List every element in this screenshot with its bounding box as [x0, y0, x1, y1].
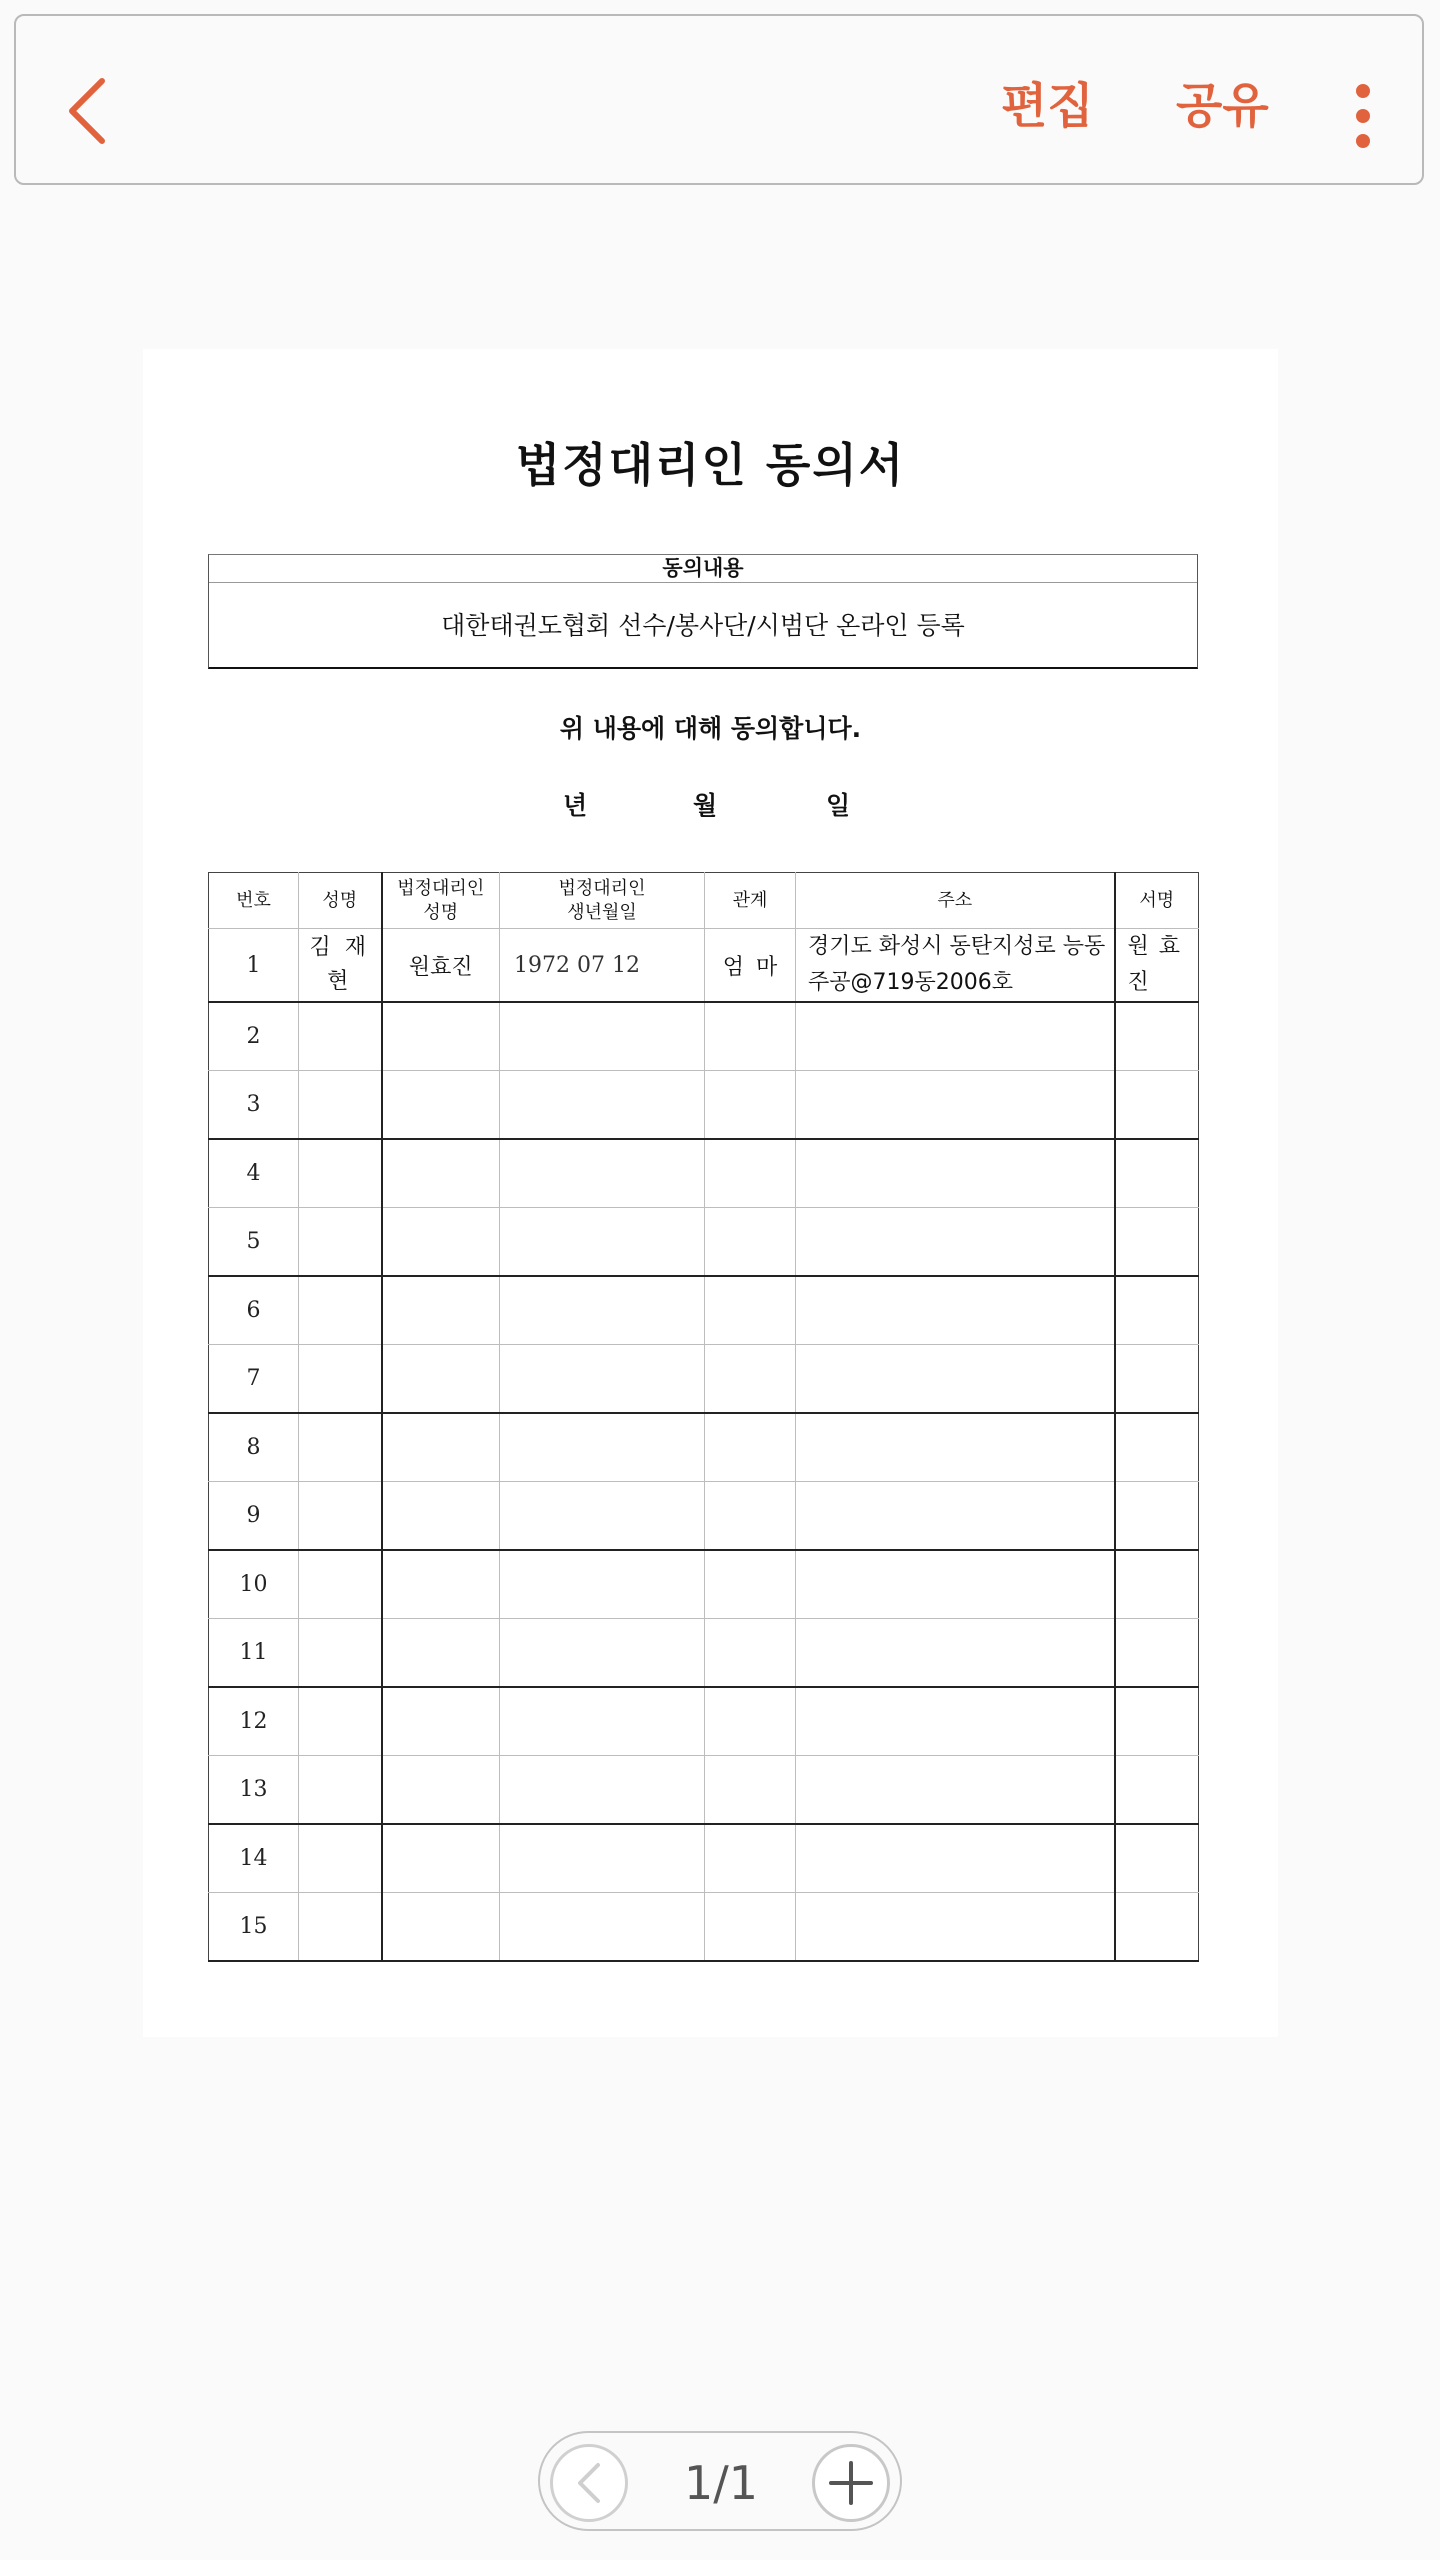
cell-no: 3: [209, 1071, 299, 1140]
cell-signature: [1115, 1550, 1199, 1619]
cell-rep-dob: [500, 1413, 705, 1482]
cell-no: 13: [209, 1756, 299, 1825]
cell-rep-name: [382, 1413, 500, 1482]
cell-signature: [1115, 1208, 1199, 1277]
cell-signature: [1115, 1139, 1199, 1208]
cell-rep-name: [382, 1002, 500, 1071]
cell-address: [796, 1482, 1115, 1551]
cell-no: 14: [209, 1824, 299, 1893]
header-rep-dob-line2: 생년월일: [567, 901, 637, 923]
consent-content-box: [208, 554, 1198, 669]
more-vertical-icon: [1353, 82, 1373, 150]
cell-address: [796, 1002, 1115, 1071]
cell-relation: [705, 1071, 796, 1140]
edit-button[interactable]: 편집: [1001, 78, 1094, 134]
cell-signature: [1115, 1482, 1199, 1551]
cell-rep-dob: [500, 1550, 705, 1619]
cell-name: [299, 1276, 382, 1345]
cell-signature: [1115, 1824, 1199, 1893]
cell-rep-dob: [500, 1002, 705, 1071]
cell-address: [796, 1276, 1115, 1345]
cell-signature: [1115, 1071, 1199, 1140]
table-row: [209, 929, 1199, 1003]
table-row: [209, 1550, 1199, 1619]
cell-name: [299, 1893, 382, 1962]
header-rep-dob: [500, 873, 705, 929]
cell-rep-dob: [500, 1208, 705, 1277]
cell-address: [796, 1139, 1115, 1208]
cell-rep-dob: [500, 1276, 705, 1345]
table-row: [209, 1893, 1199, 1962]
date-line: [143, 786, 1278, 820]
cell-rep-name: [382, 1756, 500, 1825]
table-row: [209, 1345, 1199, 1414]
back-button[interactable]: [56, 71, 116, 151]
cell-signature: 원효진: [1115, 929, 1199, 1003]
cell-rep-dob: [500, 1824, 705, 1893]
add-page-button[interactable]: [812, 2444, 890, 2522]
table-row: [209, 1413, 1199, 1482]
header-address: 주소: [796, 873, 1115, 929]
cell-address: [796, 1345, 1115, 1414]
header-rep-name: [382, 873, 500, 929]
cell-relation: [705, 1824, 796, 1893]
header-relation: 관계: [705, 873, 796, 929]
cell-rep-name: [382, 1208, 500, 1277]
cell-no: 9: [209, 1482, 299, 1551]
table-header-row: [209, 873, 1199, 929]
cell-relation: [705, 1550, 796, 1619]
cell-rep-dob: 1972 07 12: [500, 929, 705, 1003]
cell-rep-dob: [500, 1893, 705, 1962]
cell-address: [796, 1071, 1115, 1140]
cell-signature: [1115, 1893, 1199, 1962]
cell-signature: [1115, 1756, 1199, 1825]
cell-signature: [1115, 1687, 1199, 1756]
cell-address: [796, 1413, 1115, 1482]
header-no: 번호: [209, 873, 299, 929]
cell-rep-name: [382, 1139, 500, 1208]
cell-no: 6: [209, 1276, 299, 1345]
cell-rep-name: [382, 1619, 500, 1688]
cell-no: 2: [209, 1002, 299, 1071]
cell-relation: [705, 1345, 796, 1414]
table-row: [209, 1687, 1199, 1756]
document-title: 법정대리인 동의서: [515, 438, 906, 492]
cell-rep-dob: [500, 1139, 705, 1208]
table-row: [209, 1824, 1199, 1893]
page-navigator: [538, 2431, 902, 2531]
cell-relation: [705, 1619, 796, 1688]
cell-address: [796, 1893, 1115, 1962]
cell-no: 15: [209, 1893, 299, 1962]
cell-signature: [1115, 1002, 1199, 1071]
guardian-table: [208, 872, 1199, 1962]
consent-body: 대한태권도협회 선수/봉사단/시범단 온라인 등록: [441, 611, 965, 640]
cell-signature: [1115, 1276, 1199, 1345]
cell-no: 5: [209, 1208, 299, 1277]
cell-name: [299, 1345, 382, 1414]
cell-name: 김재현: [299, 929, 382, 1003]
cell-name: [299, 1413, 382, 1482]
cell-rep-dob: [500, 1071, 705, 1140]
date-year-label: 년: [563, 791, 588, 820]
cell-address: [796, 1619, 1115, 1688]
header-rep-name-line1: 법정대리인: [397, 877, 485, 899]
table-row: [209, 1208, 1199, 1277]
cell-name: [299, 1687, 382, 1756]
cell-address: 경기도 화성시 동탄지성로 능동주공@719동2006호: [796, 929, 1115, 1003]
table-row: [209, 1276, 1199, 1345]
cell-no: 1: [209, 929, 299, 1003]
cell-relation: [705, 1276, 796, 1345]
cell-relation: [705, 1756, 796, 1825]
plus-icon: [828, 2460, 874, 2506]
cell-name: [299, 1550, 382, 1619]
cell-relation: [705, 1413, 796, 1482]
table-row: [209, 1071, 1199, 1140]
cell-no: 4: [209, 1139, 299, 1208]
date-month-label: 월: [693, 791, 718, 820]
table-row: [209, 1139, 1199, 1208]
cell-name: [299, 1619, 382, 1688]
cell-address: [796, 1208, 1115, 1277]
consent-header: 동의내용: [209, 555, 1197, 583]
cell-rep-name: [382, 1276, 500, 1345]
cell-rep-dob: [500, 1756, 705, 1825]
chevron-left-icon: [574, 2461, 604, 2505]
cell-signature: [1115, 1413, 1199, 1482]
cell-name: [299, 1208, 382, 1277]
header-rep-dob-line1: 법정대리인: [558, 877, 646, 899]
cell-rep-dob: [500, 1687, 705, 1756]
table-row: [209, 1002, 1199, 1071]
previous-page-button[interactable]: [550, 2444, 628, 2522]
header-name: 성명: [299, 873, 382, 929]
cell-relation: [705, 1139, 796, 1208]
cell-name: [299, 1756, 382, 1825]
date-day-label: 일: [826, 791, 851, 820]
cell-signature: [1115, 1345, 1199, 1414]
cell-no: 7: [209, 1345, 299, 1414]
document-page[interactable]: [143, 349, 1278, 2037]
cell-rep-name: [382, 1482, 500, 1551]
cell-rep-dob: [500, 1482, 705, 1551]
cell-no: 8: [209, 1413, 299, 1482]
cell-rep-name: [382, 1071, 500, 1140]
cell-rep-name: 원효진: [382, 929, 500, 1003]
cell-address: [796, 1756, 1115, 1825]
cell-address: [796, 1824, 1115, 1893]
cell-rep-name: [382, 1345, 500, 1414]
cell-rep-dob: [500, 1619, 705, 1688]
cell-rep-name: [382, 1824, 500, 1893]
cell-no: 10: [209, 1550, 299, 1619]
app-bar: [14, 14, 1424, 185]
cell-rep-name: [382, 1687, 500, 1756]
cell-name: [299, 1139, 382, 1208]
chevron-left-icon: [64, 75, 108, 147]
cell-name: [299, 1002, 382, 1071]
page-indicator: 1/1: [683, 2456, 759, 2510]
header-signature: 서명: [1115, 873, 1199, 929]
header-rep-name-line2: 성명: [423, 901, 459, 923]
cell-relation: [705, 1687, 796, 1756]
share-button[interactable]: 공유: [1176, 78, 1269, 134]
cell-address: [796, 1687, 1115, 1756]
table-row: [209, 1619, 1199, 1688]
cell-no: 12: [209, 1687, 299, 1756]
cell-rep-dob: [500, 1345, 705, 1414]
cell-rep-name: [382, 1893, 500, 1962]
cell-signature: [1115, 1619, 1199, 1688]
cell-address: [796, 1550, 1115, 1619]
cell-relation: [705, 1482, 796, 1551]
cell-rep-name: [382, 1550, 500, 1619]
cell-relation: 엄마: [705, 929, 796, 1003]
more-options-button[interactable]: [1338, 71, 1388, 161]
table-row: [209, 1756, 1199, 1825]
cell-no: 11: [209, 1619, 299, 1688]
cell-name: [299, 1482, 382, 1551]
cell-relation: [705, 1002, 796, 1071]
cell-name: [299, 1071, 382, 1140]
agreement-statement: 위 내용에 대해 동의합니다.: [559, 714, 862, 743]
cell-relation: [705, 1208, 796, 1277]
table-row: [209, 1482, 1199, 1551]
cell-relation: [705, 1893, 796, 1962]
cell-name: [299, 1824, 382, 1893]
